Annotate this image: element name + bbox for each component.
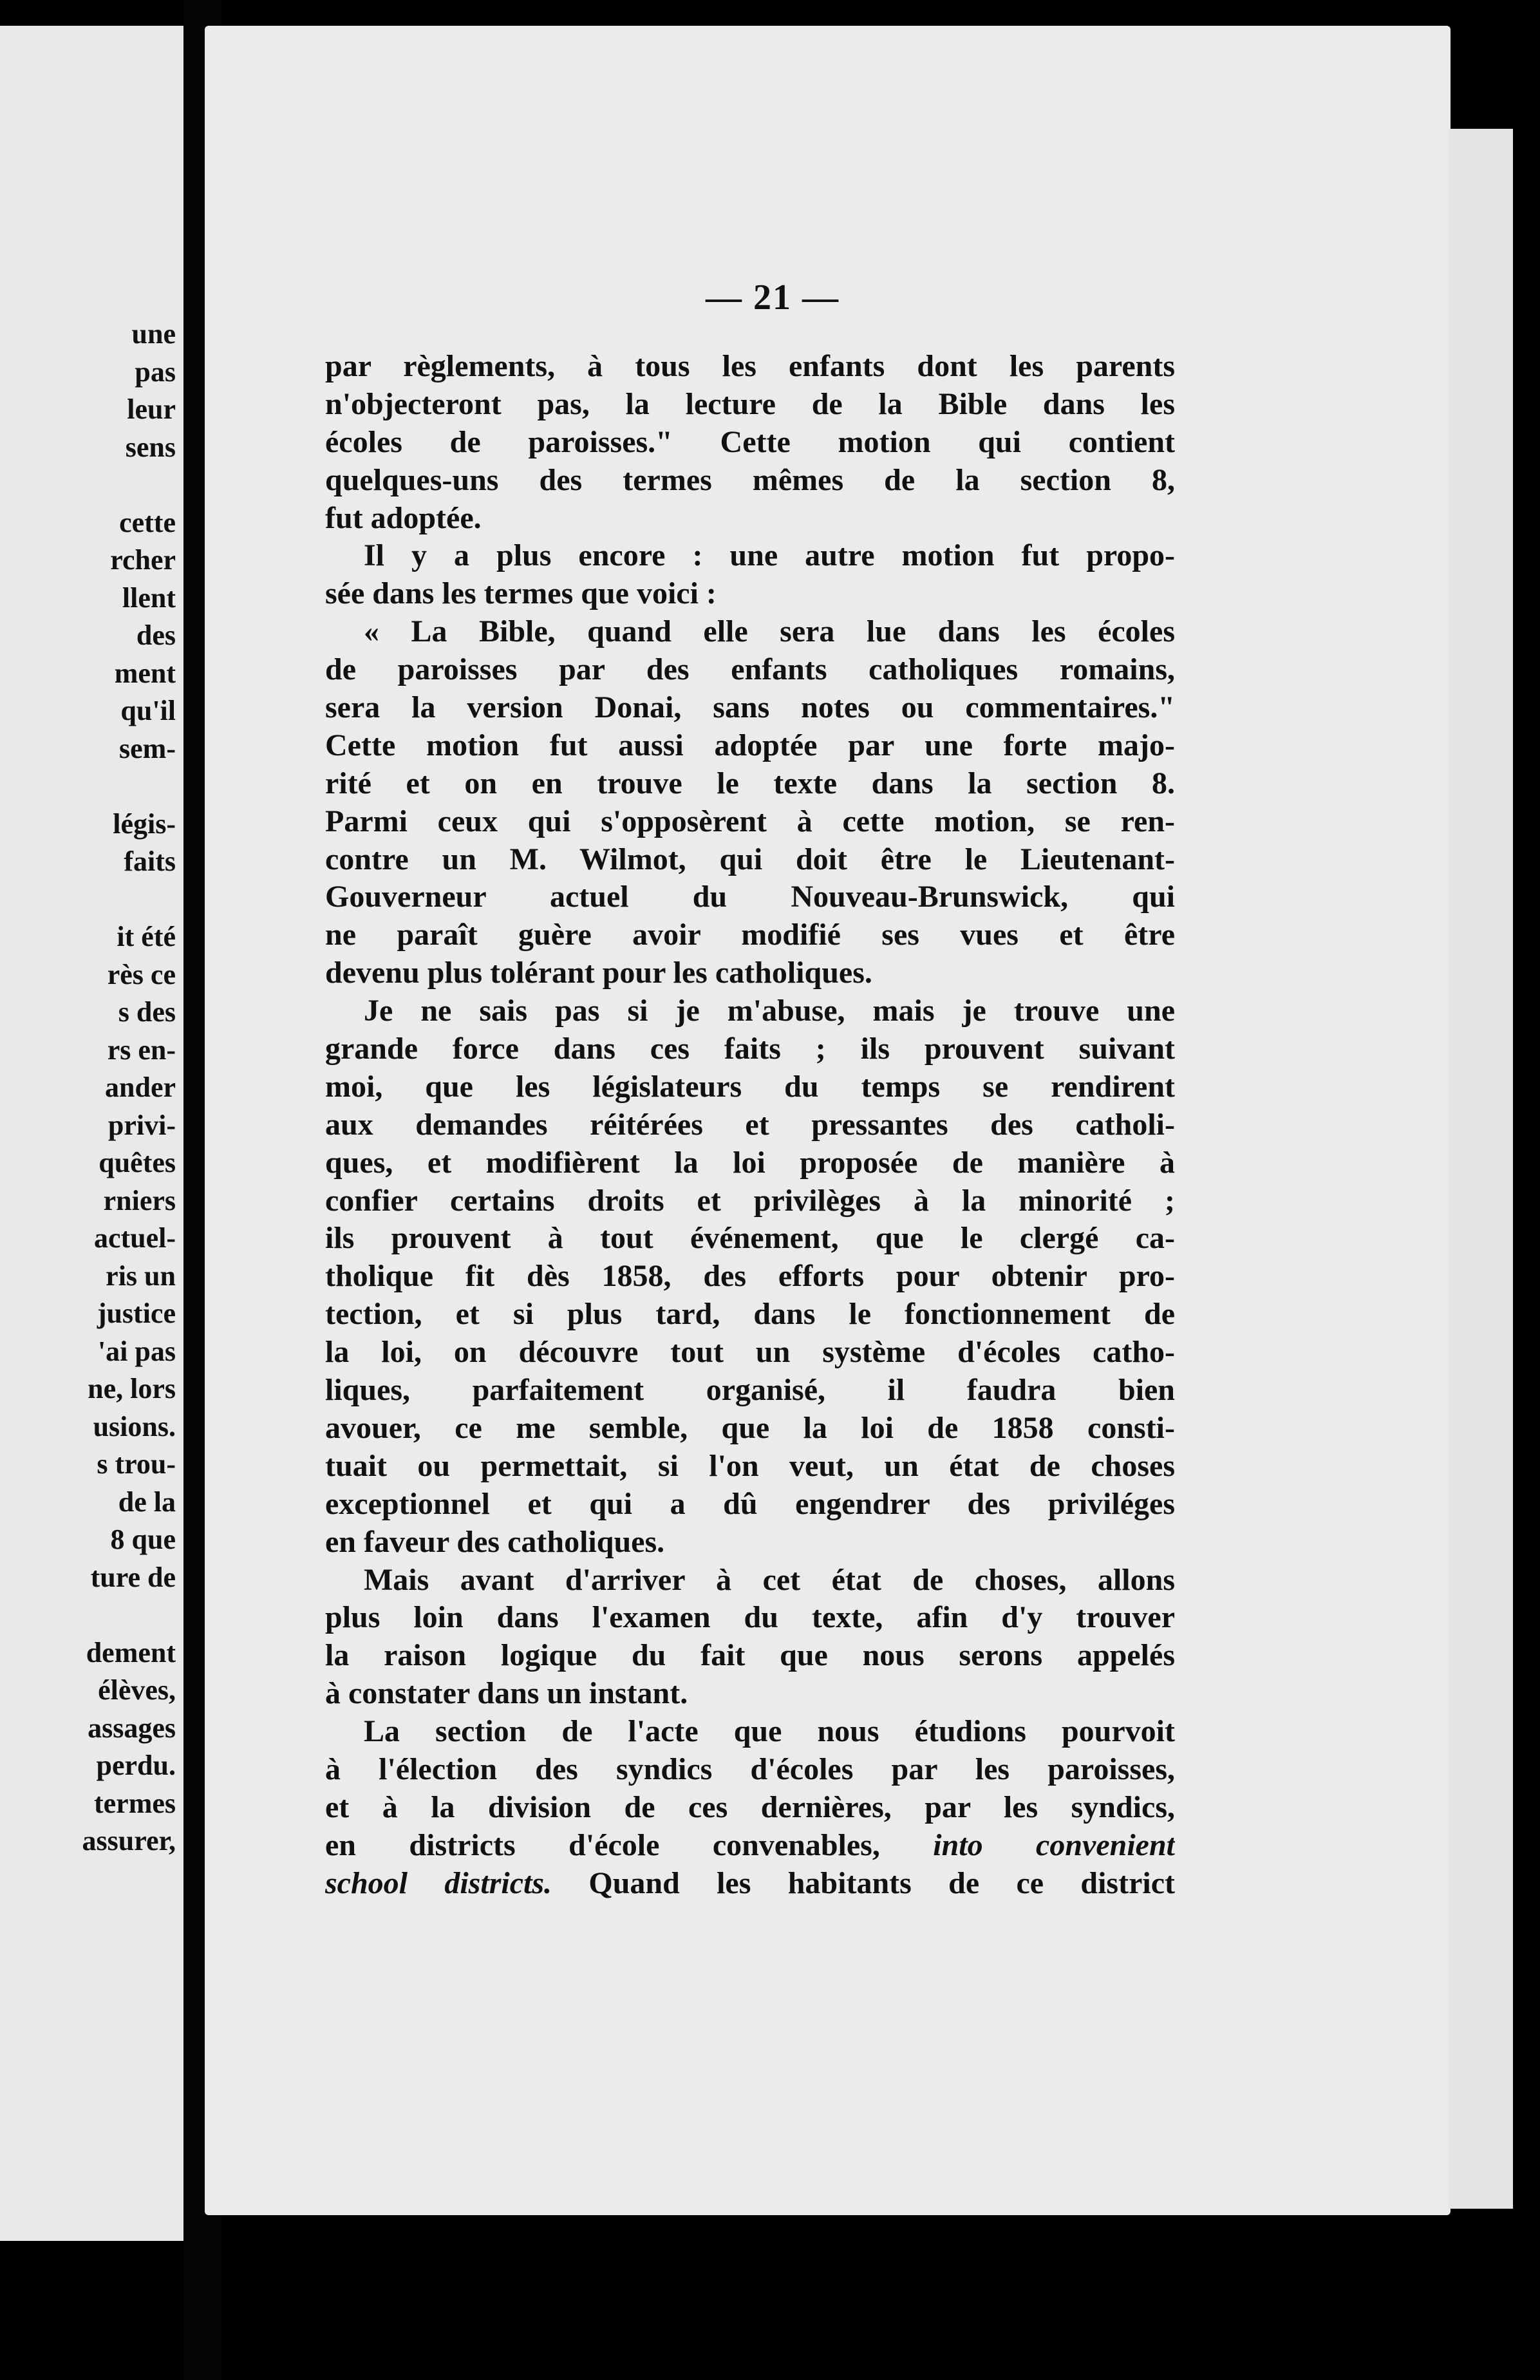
facing-page-line: actuel-: [93, 1222, 176, 1254]
facing-page-line: pas: [135, 355, 176, 388]
text-line: Mais avant d'arriver à cet état de choses, allons: [364, 1562, 1175, 1597]
text-line: de paroisses par des enfants catholiques romains,: [325, 652, 1175, 687]
facing-page-line: ne, lors: [88, 1373, 176, 1404]
text-line: confier certains droits et privilèges à la minorité ;: [325, 1183, 1175, 1218]
facing-page-text: [8, 316, 176, 1860]
facing-page-line: [8, 466, 176, 504]
facing-page-line: [8, 1596, 176, 1634]
text-line: liques, parfaitement organisé, il faudra bien: [325, 1373, 1175, 1408]
text-line: ils prouvent à tout événement, que le clergé ca-: [325, 1221, 1175, 1256]
text-line: avouer, ce me semble, que la loi de 1858 consti-: [325, 1410, 1175, 1445]
text-line: sera la version Donai, sans notes ou commentaires.": [325, 690, 1175, 725]
facing-page-line: usions.: [93, 1410, 176, 1442]
text-line: tuait ou permettait, si l'on veut, un état de choses: [325, 1448, 1175, 1483]
facing-page-line: sens: [125, 431, 176, 463]
italic-phrase: school districts.: [325, 1865, 552, 1900]
facing-page-line: llent: [122, 581, 176, 614]
facing-page-line: privi-: [108, 1109, 176, 1141]
facing-page-line: rcher: [110, 544, 176, 576]
text-line: fut adoptée.: [325, 500, 482, 535]
next-page-edge: [1449, 129, 1513, 2209]
text-line: en faveur des catholiques.: [325, 1524, 665, 1559]
facing-page-line: leur: [127, 393, 176, 425]
text-line: aux demandes réitérées et pressantes des catholi-: [325, 1107, 1175, 1142]
facing-page-line: [8, 881, 176, 919]
text-line: rité et on en trouve le texte dans la section 8.: [325, 766, 1175, 800]
facing-page-line: s des: [118, 996, 176, 1028]
facing-page-line: 'ai pas: [97, 1335, 176, 1367]
facing-page-line: ris un: [106, 1260, 176, 1292]
text-line: Cette motion fut aussi adoptée par une forte majo-: [325, 728, 1175, 762]
text-line: moi, que les législateurs du temps se rendirent: [325, 1069, 1175, 1104]
facing-page-line: des: [136, 619, 176, 651]
facing-page-line: cette: [119, 506, 176, 538]
text-line: n'objecteront pas, la lecture de la Bible dans les: [325, 386, 1175, 421]
facing-page-line: qu'il: [120, 695, 176, 726]
text-line: la raison logique du fait que nous serons appelés: [325, 1638, 1175, 1673]
facing-page-line: 8 que: [110, 1524, 176, 1555]
facing-page-line: ment: [114, 657, 176, 689]
text-line: à constater dans un instant.: [325, 1676, 688, 1711]
page-number: — 21 —: [706, 278, 840, 317]
text-line: tection, et si plus tard, dans le fonctionnement de: [325, 1297, 1175, 1332]
facing-page-line: assages: [88, 1712, 176, 1744]
facing-page-line: une: [131, 318, 176, 350]
facing-page-line: faits: [124, 845, 176, 877]
text-line: en districts d'école convenables, into convenient: [325, 1828, 1175, 1862]
facing-page-line: rniers: [103, 1184, 176, 1216]
text-line: school districts. Quand les habitants de ce district: [325, 1865, 1175, 1900]
facing-page-line: ture de: [90, 1561, 176, 1593]
text-line: plus loin dans l'examen du texte, afin d'y trouver: [325, 1600, 1175, 1635]
text-line: grande force dans ces faits ; ils prouvent suivant: [325, 1032, 1175, 1066]
text-line: écoles de paroisses." Cette motion qui contient: [325, 424, 1175, 459]
facing-page-line: rès ce: [107, 958, 176, 990]
text-line: et à la division de ces dernières, par les syndics,: [325, 1790, 1175, 1824]
facing-page-line: de la: [118, 1486, 176, 1518]
text-line: sée dans les termes que voici :: [325, 576, 717, 611]
facing-page-line: quêtes: [99, 1147, 176, 1178]
text-line: à l'élection des syndics d'écoles par les paroisses,: [325, 1752, 1175, 1786]
text-line: exceptionnel et qui a dû engendrer des priviléges: [325, 1486, 1175, 1521]
facing-page-line: perdu.: [96, 1750, 176, 1781]
text-line: devenu plus tolérant pour les catholiques.: [325, 956, 872, 990]
facing-page-line: it été: [117, 921, 176, 952]
text-line: contre un M. Wilmot, qui doit être le Lieutenant-: [325, 842, 1175, 876]
text-line: par règlements, à tous les enfants dont les parents: [325, 349, 1175, 383]
text-line: Parmi ceux qui s'opposèrent à cette motion, se ren-: [325, 804, 1175, 838]
text-line: La section de l'acte que nous étudions pourvoit: [364, 1714, 1175, 1749]
facing-page-line: justice: [97, 1298, 176, 1329]
text-line: ne paraît guère avoir modifié ses vues et être: [325, 918, 1175, 952]
facing-page-line: ander: [105, 1072, 176, 1103]
facing-page-line: rs en-: [107, 1034, 176, 1066]
text-line: Je ne sais pas si je m'abuse, mais je trouve une: [364, 994, 1175, 1028]
text-line: Il y a plus encore : une autre motion fut propo-: [364, 538, 1175, 573]
text-line: la loi, on découvre tout un système d'écoles catho-: [325, 1335, 1175, 1370]
facing-page-line: termes: [93, 1787, 176, 1819]
facing-page-line: [8, 768, 176, 806]
facing-page-line: assurer,: [82, 1825, 176, 1856]
page-body-text: [325, 348, 1175, 1903]
facing-page-line: légis-: [113, 808, 176, 840]
facing-page-line: élèves,: [98, 1674, 176, 1706]
text-line: ques, et modifièrent la loi proposée de manière à: [325, 1145, 1175, 1180]
text-line: Gouverneur actuel du Nouveau-Brunswick, qui: [325, 880, 1175, 914]
facing-page-line: s trou-: [97, 1448, 176, 1480]
text-line: « La Bible, quand elle sera lue dans les écoles: [364, 614, 1175, 649]
facing-page-line: sem-: [119, 732, 176, 764]
facing-page-line: dement: [86, 1636, 176, 1668]
text-line: quelques-uns des termes mêmes de la section 8,: [325, 462, 1175, 497]
facing-page: [0, 26, 183, 2241]
text-line: tholique fit dès 1858, des efforts pour obtenir pro-: [325, 1259, 1175, 1294]
italic-phrase: into convenient: [933, 1828, 1175, 1862]
